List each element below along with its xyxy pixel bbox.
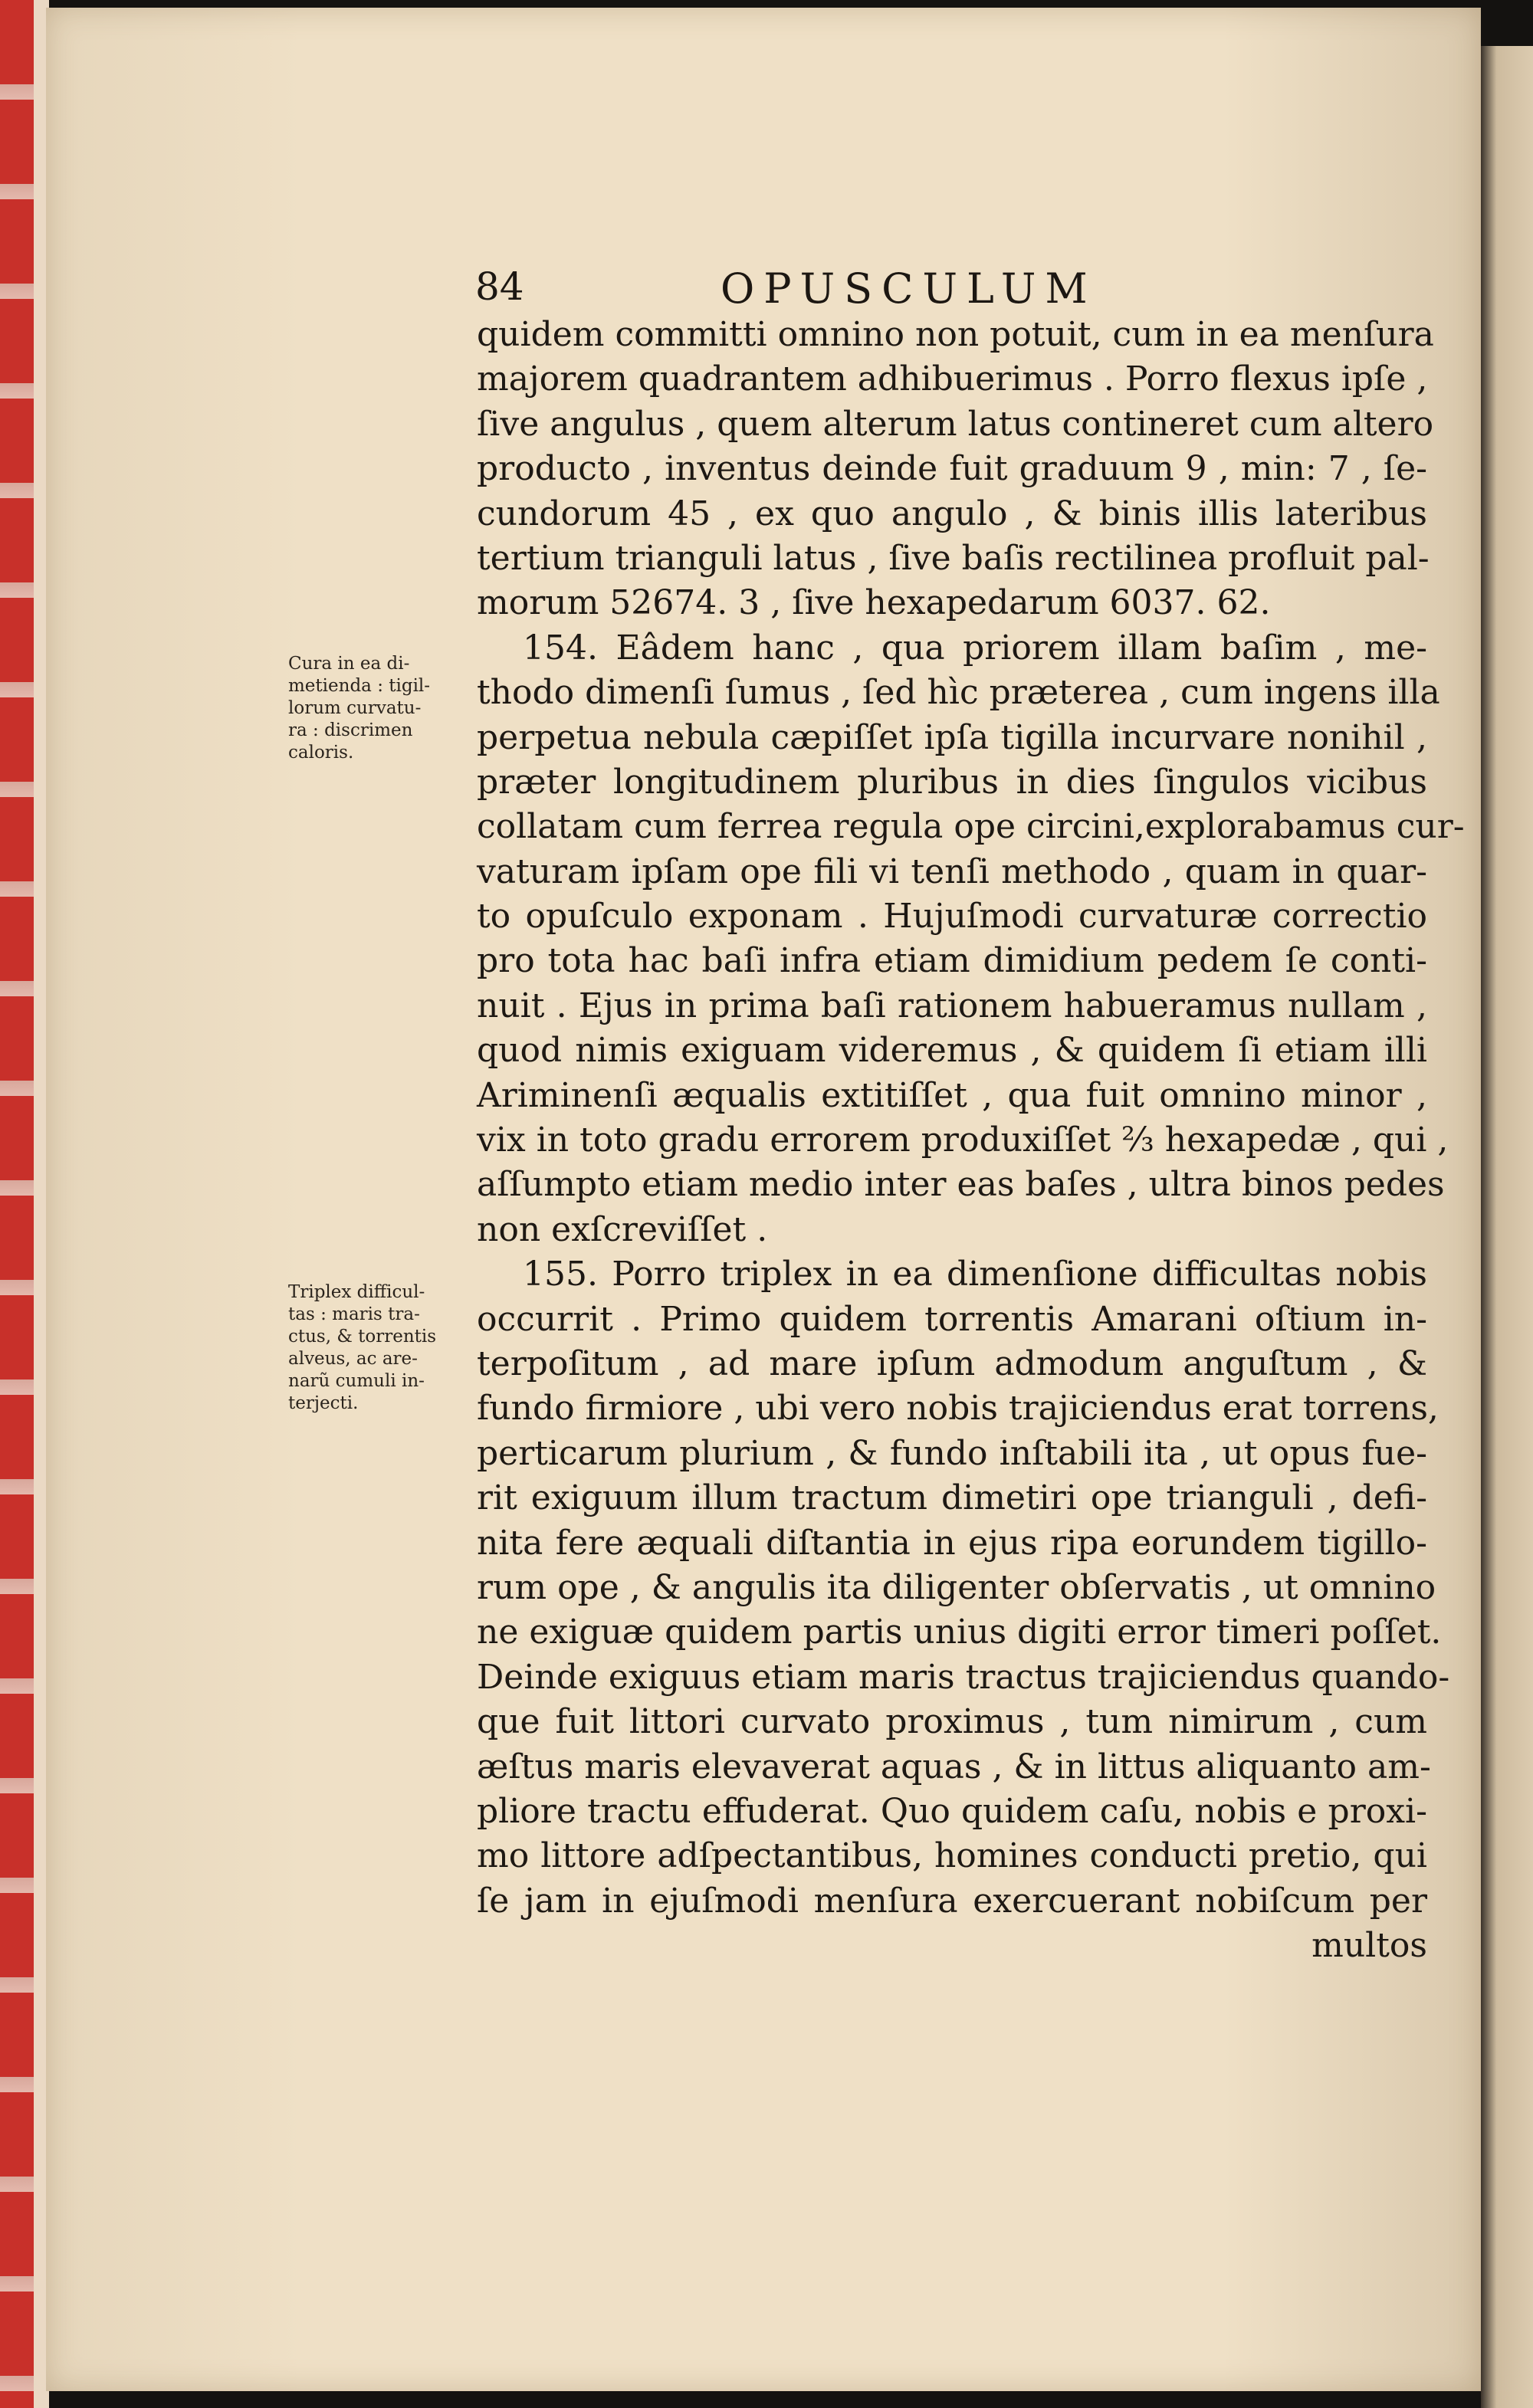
text-line: quidem committi omnino non potuit, cum in ea menſura [477,315,1434,354]
text-line: tertium trianguli latus , ſive baſis rectilinea profluit pal- [477,538,1430,578]
text-line: majorem quadrantem adhibuerimus . Porro flexus ipſe , [477,359,1428,399]
text-line: non exſcreviſſet . [477,1209,768,1249]
text-line: æſtus maris elevaverat aquas , & in littus aliquanto am- [477,1747,1431,1786]
catchword: multos [1311,1926,1427,1966]
paragraph-154-start: 154. Eâdem hanc , qua priorem illam baſim , me- [523,628,1427,668]
next-page-edge [1481,46,1533,2408]
margin-note-line: narũ cumuli in- [288,1371,425,1391]
main-text-block [477,313,1465,1968]
margin-note-line: ra : discrimen [288,720,413,740]
text-line: ne exiguæ quidem partis unius digiti error timeri poſſet. [477,1612,1442,1652]
text-line: to opuſculo exponam . Hujuſmodi curvaturæ correctio [477,897,1427,937]
margin-note-line: Cura in ea di- [288,654,410,674]
text-line: mo littore adſpectantibus, homines conducti pretio, qui [477,1836,1427,1876]
text-line: pliore tractu effuderat. Quo quidem caſu, nobis e proxi- [477,1791,1427,1831]
margin-note-1 [288,653,487,764]
text-line: thodo dimenſi ſumus , ſed hìc præterea , cum ingens illa [477,673,1440,713]
page-number: 84 [475,264,524,309]
margin-note-line: tas : maris tra- [288,1304,420,1324]
text-line: ſive angulus , quem alterum latus contineret cum altero [477,404,1434,444]
margin-note-line: lorum curvatu- [288,698,422,718]
text-line: cundorum 45 , ex quo angulo , & binis illis lateribus [477,494,1427,533]
running-head: OPUSCULUM [721,264,1097,313]
text-line: aſſumpto etiam medio inter eas baſes , ultra binos pedes [477,1165,1445,1205]
text-line: terpoſitum , ad mare ipſum admodum anguſtum , & [477,1343,1427,1383]
text-line: quod nimis exiguam videremus , & quidem ſi etiam illi [477,1031,1427,1071]
text-line: producto , inventus deinde fuit graduum 9 , min: 7 , ſe- [477,449,1427,489]
text-line: præter longitudinem pluribus in dies ſingulos vicibus [477,762,1427,802]
margin-note-line: ctus, & torrentis [288,1327,437,1347]
margin-note-line: terjecti. [288,1393,359,1413]
text-line: vix in toto gradu errorem produxiſſet ⅔ hexapedæ , qui , [477,1120,1449,1160]
text-line: collatam cum ferrea regula ope circini,explorabamus cur- [477,807,1465,847]
text-line: rum ope , & angulis ita diligenter obſervatis , ut omnino [477,1567,1436,1607]
text-line: perpetua nebula cæpiſſet ipſa tigilla incurvare nonihil , [477,717,1427,757]
text-line: vaturam ipſam ope fili vi tenſi methodo , quam in quar- [477,851,1427,891]
text-line: morum 52674. 3 , ſive hexapedarum 6037. 62. [477,583,1271,623]
text-line: Ariminenſi æqualis extitiſſet , qua fuit omnino minor , [477,1075,1427,1115]
paragraph-155-start: 155. Porro triplex in ea dimenſione difficultas nobis [523,1255,1427,1294]
text-line: Deinde exiguus etiam maris tractus trajiciendus quando- [477,1657,1450,1697]
margin-note-line: Triplex difficul- [288,1282,425,1302]
margin-note-line: metienda : tigil- [288,676,431,696]
margin-note-line: caloris. [288,743,354,763]
text-line: rit exiguum illum tractum dimetiri ope trianguli , defi- [477,1478,1427,1518]
text-line: nuit . Ejus in prima baſi rationem habueramus nullam , [477,986,1427,1025]
text-line: que fuit littori curvato proximus , tum nimirum , cum [477,1702,1427,1742]
margin-note-line: alveus, ac are- [288,1349,418,1369]
text-line: perticarum plurium , & fundo inſtabili ita , ut opus fue- [477,1433,1427,1473]
text-line: ſe jam in ejuſmodi menſura exercuerant nobiſcum per [477,1881,1427,1921]
text-line: occurrit . Primo quidem torrentis Amarani oſtium in- [477,1299,1427,1339]
margin-note-2 [288,1281,487,1415]
text-line: nita fere æquali diſtantia in ejus ripa eorundem tigillo- [477,1523,1427,1563]
text-line: pro tota hac baſi infra etiam dimidium pedem ſe conti- [477,941,1427,981]
text-line: fundo firmiore , ubi vero nobis trajiciendus erat torrens, [477,1389,1439,1429]
